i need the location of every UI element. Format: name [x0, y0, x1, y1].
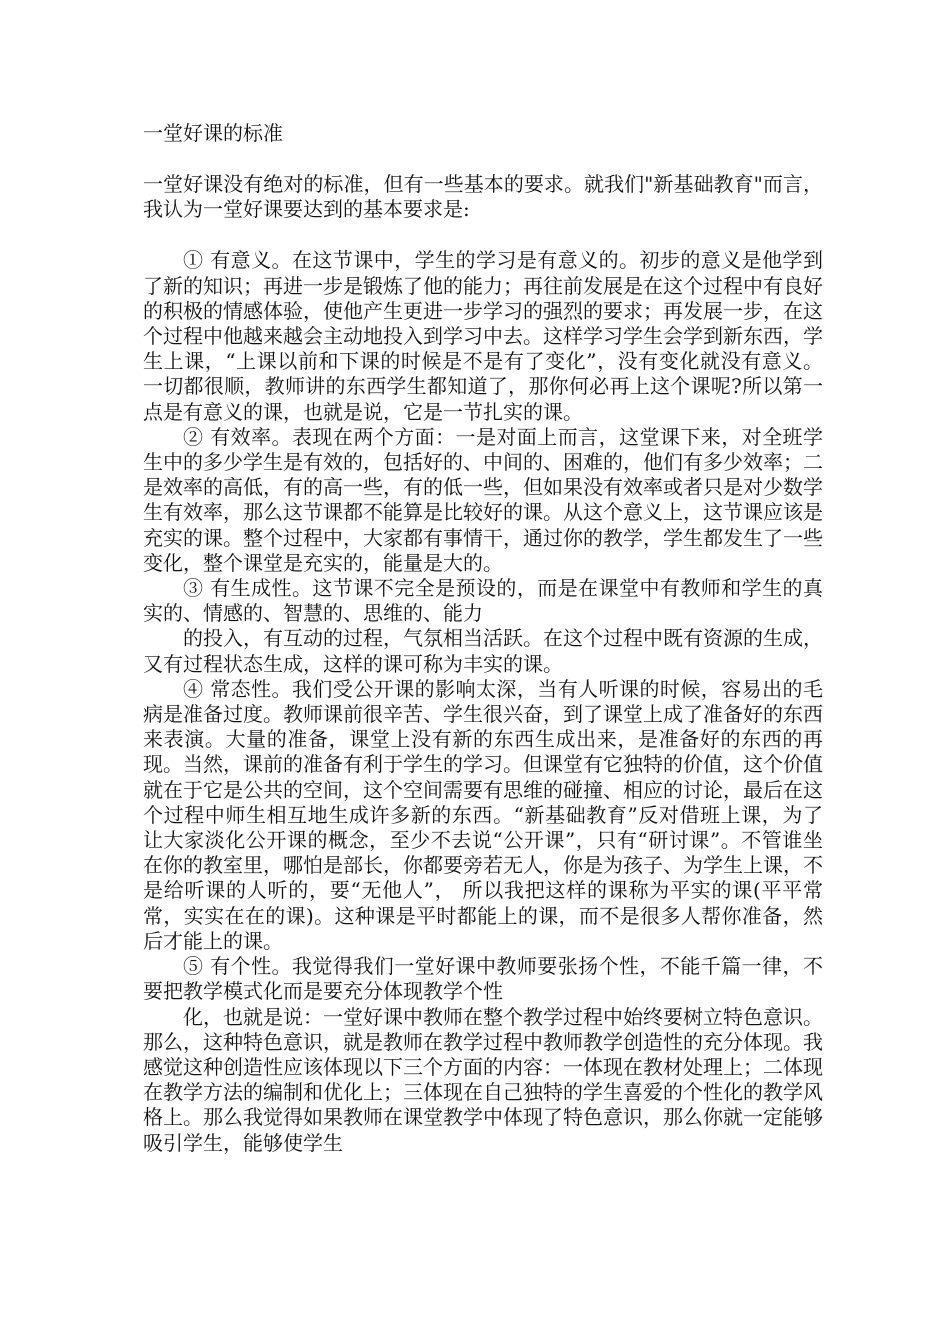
intro-paragraph: 一堂好课没有绝对的标准，但有一些基本的要求。就我们"新基础教育"而言，我认为一堂好课要达到的基本要求是: [143, 172, 823, 222]
document-title: 一堂好课的标准 [143, 121, 283, 145]
paragraph-efficient: ② 有效率。表现在两个方面：一是对面上而言，这堂课下来，对全班学生中的多少学生是有效的，包括好的、中间的、困难的，他们有多少效率；二是效率的高低，有的高一些，有的低一些，但如果没有效率或者只是对少数学生有效率，那么这节课都不能算是比较好的课。从这个意义上，这节课应该是充实的课。整个过程中，大家都有事情干，通过你的教学，学生都发生了一些变化，整个课堂是充实的，能量是大的。 [143, 424, 823, 575]
paragraph-individuality: ⑤ 有个性。我觉得我们一堂好课中教师要张扬个性，不能千篇一律，不要把教学模式化而是要充分体现教学个性 [143, 954, 823, 1004]
paragraph-normalcy: ④ 常态性。我们受公开课的影响太深，当有人听课的时候，容易出的毛病是准备过度。教师课前很辛苦、学生很兴奋，到了课堂上成了准备好的东西来表演。大量的准备，课堂上没有新的东西生成出来，是准备好的东西的再现。当然，课前的准备有利于学生的学习。但课堂有它独特的价值，这个价值就在于它是公共的空间，这个空间需要有思维的碰撞、相应的讨论，最后在这个过程中师生相互地生成许多新的东西。“新基础教育”反对借班上课，为了让大家淡化公开课的概念，至少不去说“公开课”，只有“研讨课”。不管谁坐在你的教室里，哪怕是部长，你都要旁若无人，你是为孩子、为学生上课，不是给听课的人听的，要“无他人”， 所以我把这样的课称为平实的课(平平常常，实实在在的课)。这种课是平时都能上的课，而不是很多人帮你准备，然后才能上的课。 [143, 676, 823, 953]
document-page [143, 118, 823, 1156]
paragraph-generative: ③ 有生成性。这节课不完全是预设的，而是在课堂中有教师和学生的真实的、情感的、智慧的、思维的、能力 [143, 576, 823, 626]
paragraph-generative-continued: 的投入，有互动的过程，气氛相当活跃。在这个过程中既有资源的生成，又有过程状态生成，这样的课可称为丰实的课。 [143, 626, 823, 676]
paragraph-individuality-continued: 化，也就是说：一堂好课中教师在整个教学过程中始终要树立特色意识。那么，这种特色意识，就是教师在教学过程中教师教学创造性的充分体现。我感觉这种创造性应该体现以下三个方面的内容：一体现在教材处理上；二体现在教学方法的编制和优化上；三体现在自己独特的学生喜爱的个性化的教学风格上。那么我觉得如果教师在课堂教学中体现了特色意识，那么你就一定能够吸引学生，能够使学生 [143, 1004, 823, 1155]
paragraph-meaningful: ① 有意义。在这节课中，学生的学习是有意义的。初步的意义是他学到了新的知识；再进一步是锻炼了他的能力；再往前发展是在这个过程中有良好的积极的情感体验，使他产生更进一步学习的强烈的要求；再发展一步，在这个过程中他越来越会主动地投入到学习中去。这样学习学生会学到新东西，学生上课，“上课以前和下课的时候是不是有了变化”，没有变化就没有意义。一切都很顺，教师讲的东西学生都知道了，那你何必再上这个课呢?所以第一点是有意义的课，也就是说，它是一节扎实的课。 [143, 248, 823, 424]
